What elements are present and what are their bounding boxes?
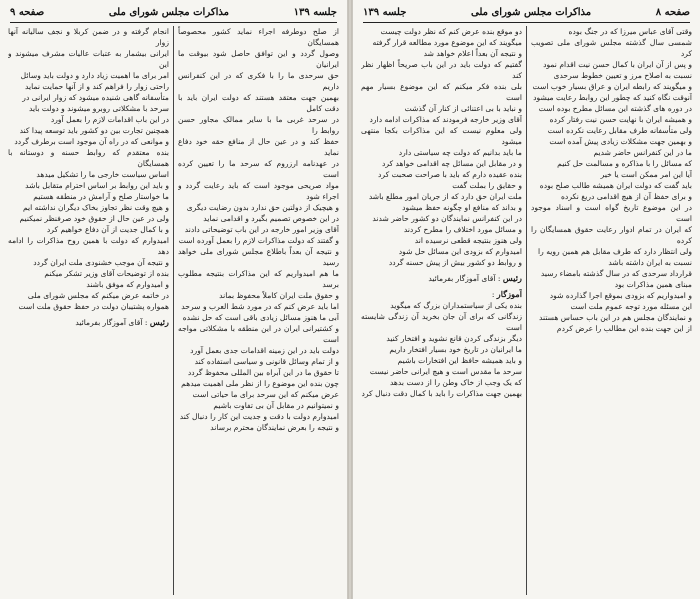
right-page: [352, 0, 700, 599]
text-line: که مسائل را با مذاکره و مسالمت حل کنیم: [557, 159, 692, 168]
text-line: و از تمام وسائل قانونی و سیاسی استفاده کند: [194, 357, 339, 366]
text-line: از این جهت بنده این مطالب را عرض کردم: [556, 324, 692, 333]
text-line: دیگر بزندگی کردن قانع نشوید و افتخار کنید: [386, 334, 522, 343]
text-line: امیدوارم دولت با دقت و جدیت این کار را دنبال کند: [179, 412, 339, 421]
text-line: و امیدواریم که بزودی بموقع اجرا گذارده شود: [549, 291, 692, 300]
text-line: بهمین جهت معتقد هستند که دولت ایران باید با دقت کامل: [178, 93, 339, 113]
text-line: ولی در عین حال از حقوق خود صرفنظر نمیکنیم: [19, 214, 169, 223]
text-line: و مسائل مورد اختلاف را مطرح کردند: [403, 225, 522, 234]
text-line: باید گفت که دولت ایران همیشه طالب صلح بوده: [539, 181, 692, 190]
text-line: و حقوق ملت ایران کاملاً محفوظ بماند: [219, 291, 339, 300]
text-line: که ایران در تمام ادوار رعایت حقوق همسایگان را کرده: [531, 225, 692, 245]
text-line: و در مقابل این مسائل چه اقدامی خواهد کرد: [381, 159, 522, 168]
text-line: آنوقت نگاه کنید که چطور این روابط رعایت میشود: [533, 93, 692, 102]
text-line: امر برای ما اهمیت زیاد دارد و دولت باید وسائل: [20, 71, 169, 80]
text-line: اما باید عرض کنم که در مورد شط العرب و سرحد: [181, 302, 339, 311]
text-line: و با کمال جدیت از آن دفاع خواهیم کرد: [46, 225, 169, 234]
text-line: عرض میکنم که این سرحد برای ما حیاتی است: [192, 390, 339, 399]
text-line: ما خواستار صلح و آرامش در منطقه هستیم: [33, 192, 169, 201]
text-line: دولت باید در این زمینه اقدامات جدی بعمل آورد: [190, 346, 339, 355]
column-divider: [526, 26, 527, 595]
text-line: بنده یکی از سیاستمداران بزرگ که میگوید: [390, 301, 522, 310]
text-line: در دوره های گذشته این مسائل مطرح بوده است: [538, 104, 692, 113]
column-divider: [173, 26, 174, 595]
text-line: ما ایرانیان در تاریخ خود بسیار افتخار داریم: [389, 345, 522, 354]
text-line: و بداند که منافع او چگونه حفظ میشود: [402, 203, 522, 212]
text-line: و امیدوارم که موفق باشند: [86, 280, 169, 289]
text-line: و نتیجه آن موجب خشنودی ملت ایران گردد: [33, 258, 169, 267]
text-line: همواره پشتیبان دولت در حفظ حقوق ملت است: [18, 302, 169, 311]
text-line: انجام گرفته و در ضمن کربلا و نجف سالیانه آنها زوار: [8, 27, 169, 47]
text-line: و موانعی که در راه آن موجود است برطرف گردد: [14, 137, 169, 146]
text-line: و هیچیک از دولتین حق ندارد بدون رضایت دیگری: [186, 203, 339, 212]
text-line: و باید همیشه حافظ این افتخارات باشیم: [397, 356, 522, 365]
speaker-line: آموزگار :: [491, 289, 522, 299]
text-line: بنده معتقدم که روابط حسنه و دوستانه با همسایگان: [8, 148, 169, 168]
text-line: آقای وزیر خارجه فرمودند که مذاکرات ادامه دارد: [369, 115, 522, 124]
text-line: و نتیجه را بعرض نمایندگان محترم برساند: [210, 423, 339, 432]
text-line: ما باید بدانیم که دولت چه سیاستی دارد: [398, 148, 522, 157]
text-line: سرحد با مشکلاتی روبرو میشوند و دولت باید: [28, 104, 169, 113]
text-line: در این خصوص تصمیم بگیرد و اقدامی نماید: [203, 214, 339, 223]
text-line: بنده عقیده دارم که باید با صراحت صحبت کرد: [378, 170, 522, 179]
text-line: و روابط دو کشور بیش از پیش حسنه گردد: [388, 258, 522, 267]
text-line: قرارداد سرحدی که در سال گذشته بامضاء رسید: [540, 269, 692, 278]
text-columns: [361, 26, 692, 595]
text-line: دو موقع بنده عرض کنم که نظر دولت چیست: [380, 27, 522, 36]
text-line: و نتیجه آن بعداً باطلاع مجلس شورای ملی خواهد رسید: [178, 247, 339, 267]
text-line: شمسی سال گذشته مجلس شورای ملی تصویب کرد: [531, 38, 692, 58]
text-line: آقای وزیر امور خارجه در این باب توضیحاتی دادند: [184, 225, 339, 234]
text-line: در عهدنامه ارزروم که سرحد ما را تعیین کرده است: [178, 159, 339, 179]
speaker-text: آقای آموزگار بفرمائید: [428, 274, 496, 283]
text-line: آبی ما هنوز مسائل زیادی باقی است که حل نشده: [182, 313, 339, 322]
text-line: حق سرحدی ما را با فکری که در این کنفرانس داریم: [178, 71, 339, 91]
text-line: اساس سیاست خارجی ما را تشکیل میدهد: [36, 170, 169, 179]
text-line: ولی متأسفانه طرف مقابل رعایت نکرده است: [547, 126, 692, 135]
text-line: مبنای همین مذاکرات بود: [614, 280, 692, 289]
text-line: ولی انتظار دارد که طرف مقابل هم همین رویه را: [538, 247, 692, 256]
text-line: بنده از توضیحات آقای وزیر تشکر میکنم: [44, 269, 169, 278]
text-line: مواد صریحی موجود است که باید رعایت گردد و اجراء شود: [178, 181, 339, 201]
text-line: تا حقوق ما در این آبراه بین المللی محفوظ گردد: [187, 368, 339, 377]
text-line: آیا این امر ممکن است یا خیر: [600, 170, 692, 179]
text-line: چون بنده این موضوع را از نظر ملی اهمیت میدهم: [181, 379, 339, 388]
text-line: و بهمین جهت مشکلات زیادی پیش آمده است: [549, 137, 692, 146]
text-columns: [8, 26, 339, 595]
text-line: میگویند که این موضوع مورد مطالعه قرار گرفته: [372, 38, 522, 47]
text-line: و حقایق را بملت گفت: [452, 181, 522, 190]
text-line: همچنین تجارت بین دو کشور باید توسعه پیدا کند: [19, 126, 169, 135]
text-line: و نباید با بی اعتنائی از کنار آن گذشت: [404, 104, 522, 113]
speaker-line: رئیس : آقای آموزگار بفرمائید: [428, 273, 522, 283]
text-line: در این کنفرانس نمایندگان دو کشور حاضر شدند: [372, 214, 522, 223]
text-line: وصول گردد و این توافق حاصل شود بیوقت ما ایرانیان: [178, 49, 339, 69]
text-line: ولی هنوز بنتیجه قطعی نرسیده اند: [414, 236, 522, 245]
session-label: جلسه ۱۳۹: [363, 6, 407, 18]
text-line: ولی معلوم نیست که این مذاکرات بکجا منتهی میشود: [361, 126, 522, 146]
text-line: ما در این کنفرانس حاضر شدیم: [593, 148, 692, 157]
page-number: صفحه ۸: [655, 6, 690, 18]
session-label: جلسه ۱۳۹: [293, 6, 337, 18]
text-line: و نمیتوانیم در مقابل آن بی تفاوت باشیم: [213, 401, 339, 410]
text-line: امیدوارم که دولت با همین روح مذاکرات را ادامه دهد: [8, 236, 169, 256]
text-line: گفتیم که دولت باید در این باب صریحاً اظهار نظر کند: [361, 60, 522, 80]
text-line: متأسفانه گاهی شنیده میشود که زوار ایرانی در: [22, 93, 169, 102]
text-line: در این موضوع تاریخ گواه است و اسناد موجود است: [531, 203, 692, 223]
text-line: و نمایندگان مجلس هم در این باب حساس هستند: [539, 313, 692, 322]
text-line: این مسئله مورد توجه عموم ملت است: [570, 302, 692, 311]
text-line: و میگویند که رابطه ایران و عراق بسیار خوب است: [532, 82, 692, 91]
text-line: زندگانی که برای آن جان بخرید آن زندگی شایسته است: [361, 312, 522, 332]
speaker-name: رئیس: [149, 317, 169, 327]
speaker-line: رئیس : آقای آموزگار بفرمائید: [75, 317, 169, 327]
text-line: نسبت به ایران داشته باشد: [608, 258, 692, 267]
speaker-name: رئیس: [502, 273, 522, 283]
text-line: ملت ایران حق دارد که از جریان امور مطلع باشد: [368, 192, 522, 201]
column-left: [361, 26, 522, 595]
text-line: و گفتند که دولت مذاکرات لازم را بعمل آورده است: [178, 236, 339, 245]
text-line: ما هم امیدواریم که این مذاکرات بنتیجه مطلوب برسد: [178, 269, 339, 289]
text-line: و نتیجه آن بعداً اعلام خواهد شد: [423, 49, 522, 58]
text-line: سرحد ما مقدس است و هیچ ایرانی حاضر نیست: [369, 367, 522, 376]
text-line: نسبت به اصلاح مرز و تعیین خطوط سرحدی: [553, 71, 692, 80]
text-line: و باید این روابط بر اساس احترام متقابل باشد: [25, 181, 169, 190]
text-line: راحتی زوار را فراهم کند و از آنها حمایت نماید: [25, 82, 169, 91]
page-title: مذاکرات مجلس شورای ملی: [108, 6, 229, 18]
column-left: [8, 26, 169, 595]
text-line: که یک وجب از خاک وطن را از دست بدهد: [389, 378, 522, 387]
text-line: وقتی آقای عباس میرزا که در جنگ بوده: [568, 27, 692, 36]
page-number: صفحه ۹: [10, 6, 45, 18]
text-line: ایرانی بیشمار به عتبات عالیات مشرف میشوند و این: [8, 49, 169, 69]
speaker-text: آقای آموزگار بفرمائید: [75, 318, 143, 327]
left-page: [0, 0, 348, 599]
text-line: بهمین جهت مذاکرات را باید با کمال دقت دنبال کرد: [361, 389, 522, 398]
text-line: از صلح دوطرفه اجراء نماید کشور محصوصاً همسایگان: [178, 27, 339, 47]
text-line: و هیچ وقت نظر تجاوز بخاک دیگران نداشته ایم: [22, 203, 169, 212]
column-right: [178, 26, 339, 595]
text-line: در سرحد غربی ما با سایر ممالک مجاور حسن روابط را: [178, 115, 339, 135]
page-header: [10, 2, 337, 23]
speaker-name: آموزگار: [496, 289, 522, 299]
text-line: در خاتمه عرض میکنم که مجلس شورای ملی: [27, 291, 169, 300]
text-line: و همیشه ایران با نهایت حسن نیت رفتار کرده: [549, 115, 692, 124]
page-title: مذاکرات مجلس شورای ملی: [471, 6, 592, 18]
text-line: و پس از آن ایران با کمال حسن نیت اقدام نمود: [543, 60, 692, 69]
text-line: حفظ کند و در عین حال از منافع حقه خود دفاع نماید: [178, 137, 339, 157]
text-line: امیدوارم که بزودی این مسائل حل شود: [398, 247, 522, 256]
text-line: و برای حفظ آن از هیچ اقدامی دریغ نکرده: [560, 192, 692, 201]
page-header: [363, 2, 690, 23]
column-right: [531, 26, 692, 595]
text-line: در این باب اقدامات لازم را بعمل آورد: [50, 115, 169, 124]
text-line: بلی بنده فکر میکنم که این موضوع بسیار مهم است: [361, 82, 522, 102]
text-line: و کشتیرانی ایران در این منطقه با مشکلاتی مواجه است: [178, 324, 339, 344]
